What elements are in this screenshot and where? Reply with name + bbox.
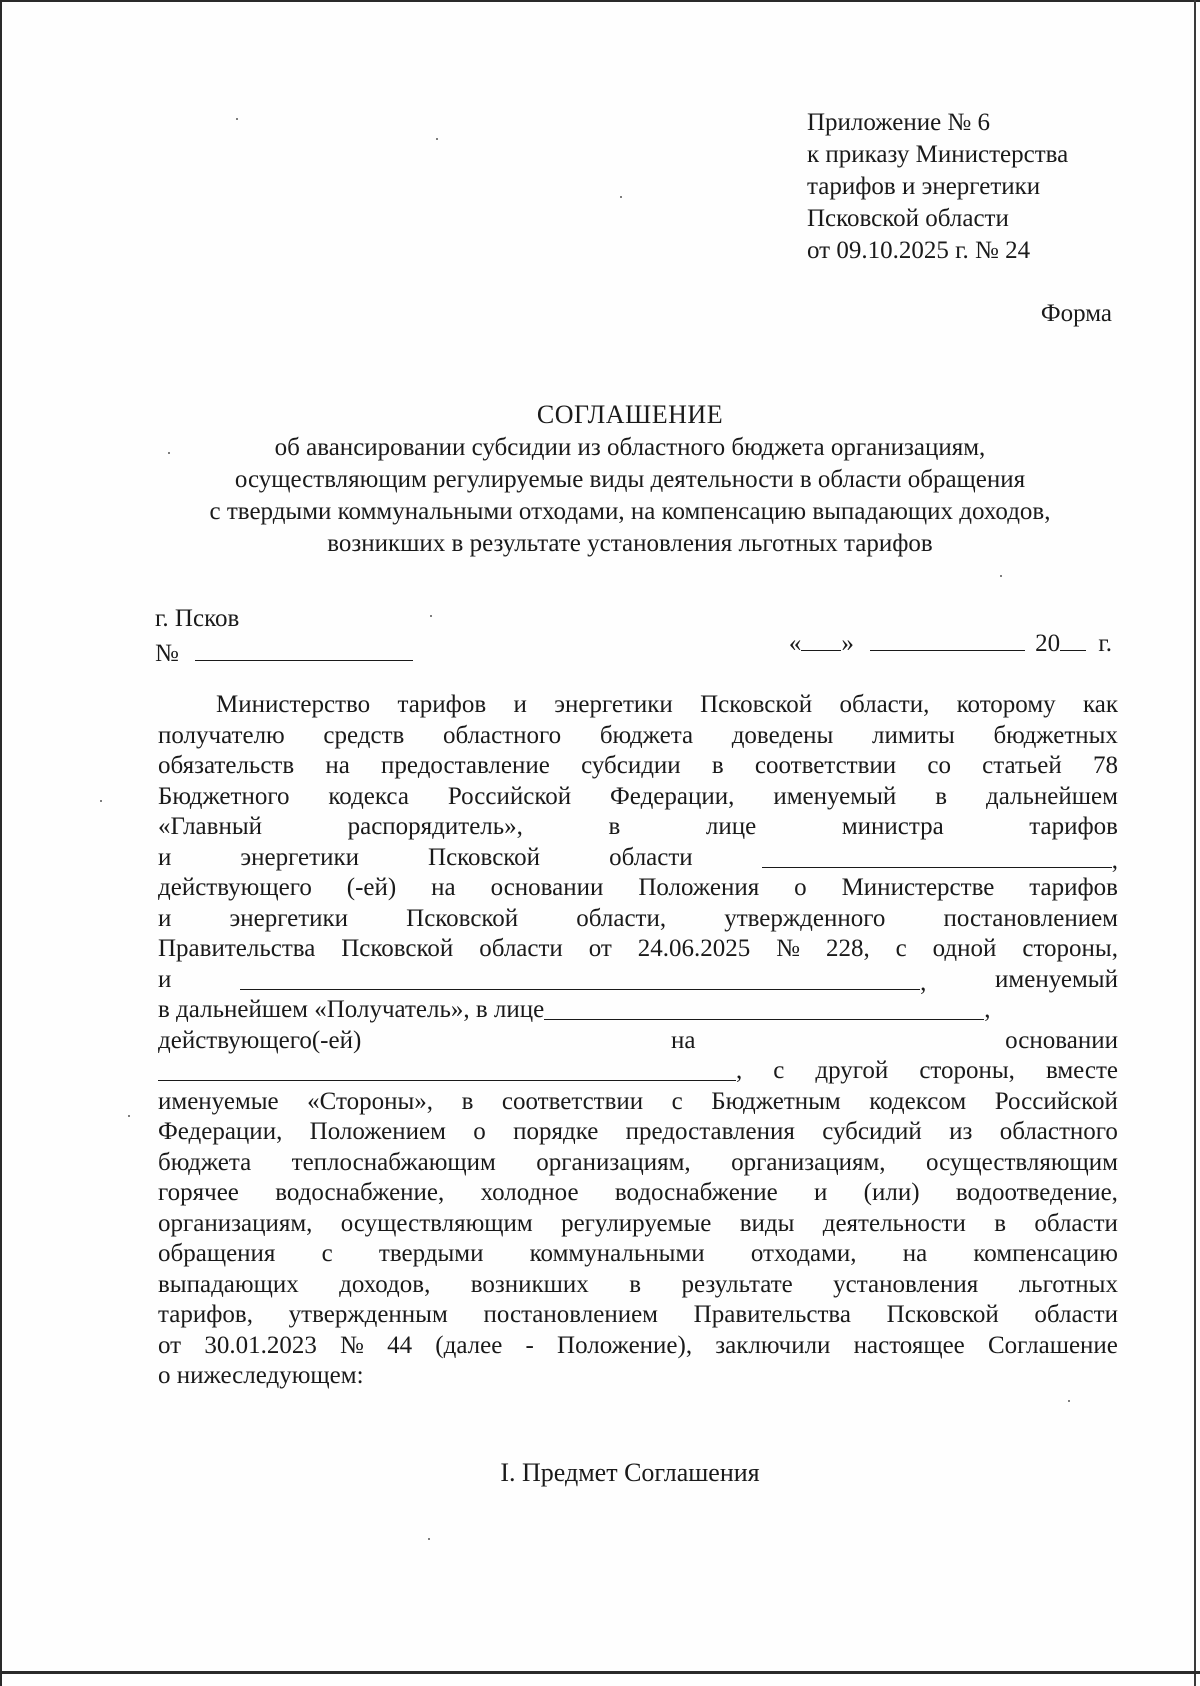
word: и [513, 691, 527, 718]
preamble-line [158, 1209, 1118, 1240]
word: бюджета [599, 721, 694, 749]
word: (или) [863, 1179, 920, 1206]
word: в [994, 1209, 1007, 1237]
scan-speck [1068, 1400, 1070, 1402]
word: от [588, 935, 612, 962]
word: организациям, [536, 1148, 691, 1176]
preamble-line [158, 1331, 1118, 1362]
scan-speck [236, 118, 238, 120]
basis-document-blank-field[interactable] [158, 1056, 736, 1081]
agreement-number [155, 638, 413, 668]
scan-speck [1000, 575, 1002, 577]
word: предоставление [381, 752, 550, 779]
word: Псковской [700, 691, 813, 718]
word: статьей [982, 752, 1062, 779]
word: настоящее [853, 1331, 965, 1359]
word: и [158, 904, 172, 932]
word: регулируемые [561, 1209, 712, 1237]
scan-edge-right [1194, 0, 1196, 1686]
word: одной [932, 935, 997, 962]
word: бюджета [158, 1148, 252, 1176]
word: отходами, [750, 1240, 857, 1267]
word: областного [442, 721, 562, 749]
word: министра [841, 813, 944, 840]
word: доведены [731, 721, 834, 749]
word: тарифов, [158, 1301, 253, 1328]
word: на [670, 1026, 696, 1054]
word: «Главный [158, 813, 263, 840]
recipient-representative-blank-field[interactable] [544, 995, 984, 1020]
word: в [935, 782, 948, 810]
word: кодексом [869, 1087, 967, 1115]
word: результате [681, 1270, 793, 1298]
word: средств [323, 721, 405, 749]
word: виды [739, 1209, 795, 1237]
word: постановлением [483, 1301, 658, 1328]
document-subtitle [150, 432, 1110, 560]
scan-speck [436, 138, 438, 140]
word: бюджетных [993, 721, 1118, 749]
word: Федерации, [158, 1118, 283, 1145]
word: от [158, 1331, 182, 1359]
word: области, [576, 904, 667, 932]
word: и [158, 843, 172, 871]
word: 228, [825, 935, 870, 962]
word: и [813, 1179, 828, 1206]
annex-block [807, 107, 1068, 267]
word: области [609, 843, 693, 871]
word: с [321, 1240, 333, 1267]
word: в [711, 752, 724, 779]
closing-text: о нижеследующем: [158, 1362, 364, 1389]
number-blank-field[interactable] [195, 638, 413, 661]
word: на [902, 1240, 928, 1267]
word: компенсацию [973, 1240, 1118, 1267]
scan-speck [430, 615, 432, 617]
word: № [340, 1331, 364, 1359]
word: водоснабжение [614, 1179, 778, 1206]
preamble-line [158, 721, 1118, 752]
comma: , [1111, 846, 1118, 874]
word: в [461, 1087, 474, 1115]
year-suffix: г. [1098, 630, 1112, 657]
preamble-line [158, 1361, 1118, 1392]
word: установления [833, 1270, 979, 1298]
word: осуществляющим [925, 1148, 1118, 1176]
word: постановлением [943, 904, 1118, 932]
annex-line: от 09.10.2025 г. № 24 [807, 237, 1031, 264]
word: Бюджетным [711, 1087, 841, 1115]
word: о [473, 1118, 486, 1145]
scan-speck [428, 1538, 430, 1540]
number-sign: № [155, 640, 179, 667]
word: Положение), [557, 1331, 693, 1359]
annex-line: тарифов и энергетики [807, 173, 1041, 200]
word: Министерство [216, 691, 371, 718]
scan-edge-left [0, 0, 2, 1686]
preamble-line [158, 995, 1118, 1026]
word: Правительства [158, 935, 316, 962]
word: с [671, 1087, 683, 1115]
form-label: Форма [1040, 300, 1112, 327]
word: Правительства [693, 1301, 851, 1328]
word: № [776, 935, 801, 962]
word: из [949, 1118, 973, 1145]
word: с [895, 935, 907, 962]
word: твердыми [378, 1240, 484, 1267]
word: водоотведение, [955, 1179, 1118, 1206]
word: Соглашение [987, 1331, 1118, 1359]
word: которому [956, 691, 1056, 718]
preamble-line [158, 965, 1118, 996]
word: Министерстве [841, 874, 995, 901]
word: действующего [158, 874, 312, 901]
preamble-line [158, 1117, 1118, 1148]
word: доходов, [339, 1270, 431, 1298]
subtitle-line: возникших в результате установления льготных тарифов [327, 530, 933, 557]
word: холодное [480, 1179, 579, 1206]
word: организациям, [158, 1209, 313, 1237]
word: теплоснабжающим [291, 1148, 496, 1176]
word: о [794, 874, 807, 901]
word: организациям, [731, 1148, 886, 1176]
year-prefix: 20 [1035, 630, 1061, 657]
word: порядке [513, 1118, 599, 1145]
year-blank-field[interactable] [1060, 628, 1086, 651]
word: 30.01.2023 [204, 1331, 317, 1359]
month-blank-field[interactable] [870, 628, 1025, 651]
word: Российской [447, 782, 572, 810]
preamble-line [158, 1056, 1118, 1087]
word: предоставления [625, 1118, 795, 1145]
word: Положением [309, 1118, 446, 1145]
word: 78 [1092, 752, 1118, 779]
word: на [431, 874, 456, 901]
agreement-preamble [158, 690, 1118, 1392]
preamble-line [158, 690, 1118, 721]
word: тарифов [1029, 874, 1118, 901]
recipient-name-blank-field[interactable] [240, 965, 920, 990]
word: соответствии [501, 1087, 644, 1115]
section-heading: I. Предмет Соглашения [500, 1458, 760, 1487]
word: кодекса [328, 782, 409, 810]
word: области [479, 935, 563, 962]
scan-edge-bottom [0, 1671, 1200, 1674]
word: - [525, 1331, 534, 1359]
minister-name-blank-field[interactable] [762, 843, 1112, 868]
date-open-quote: « [788, 630, 802, 657]
preamble-line [158, 934, 1118, 965]
word: со [927, 752, 951, 779]
word: действующего(-ей) [158, 1026, 362, 1054]
word: (-ей) [346, 874, 397, 901]
preamble-line [158, 812, 1118, 843]
word: Федерации, [610, 782, 735, 810]
word: в [608, 813, 621, 840]
word: тарифов [1029, 813, 1118, 840]
word: распорядитель», [347, 813, 523, 840]
word: дальнейшем [985, 782, 1118, 810]
word: лице [705, 813, 757, 840]
word: утвержденного [724, 904, 886, 932]
word: водоснабжение, [275, 1179, 445, 1206]
word: в [629, 1270, 642, 1298]
word: областного [999, 1118, 1118, 1145]
word: Псковской [886, 1301, 999, 1328]
subtitle-line: об авансировании субсидии из областного бюджета организациям, [274, 434, 986, 461]
preamble-line [158, 873, 1118, 904]
word: энергетики [240, 843, 359, 871]
word: обращения [158, 1240, 276, 1267]
word: и [158, 965, 172, 993]
annex-line: Приложение № 6 [807, 109, 991, 136]
other-party-text: , с другой стороны, вместе [736, 1057, 1118, 1084]
place-label: г. Псков [155, 605, 240, 632]
word: тарифов [397, 691, 487, 718]
preamble-line [158, 843, 1118, 874]
word: основании [1005, 1026, 1118, 1054]
word: возникших [470, 1270, 589, 1298]
word: соответствии [754, 752, 897, 779]
word: лимиты [872, 721, 955, 749]
word: обязательств [158, 752, 295, 779]
word: именуемый [773, 782, 897, 810]
annex-line: к приказу Министерства [807, 141, 1069, 168]
word: утвержденным [288, 1301, 448, 1328]
preamble-line [158, 751, 1118, 782]
recipient-intro-text: в дальнейшем «Получатель», в лице [158, 996, 545, 1023]
day-blank-field[interactable] [801, 628, 841, 651]
preamble-line [158, 1270, 1118, 1301]
word: выпадающих [158, 1270, 299, 1298]
scan-speck [128, 1115, 130, 1117]
preamble-line [158, 782, 1118, 813]
word: энергетики [229, 904, 349, 932]
word: энергетики [554, 691, 673, 718]
word: Российской [994, 1087, 1118, 1115]
word: области [1034, 1209, 1118, 1237]
subtitle-line: с твердыми коммунальными отходами, на компенсацию выпадающих доходов, [209, 498, 1051, 525]
word: осуществляющим [340, 1209, 533, 1237]
word: (далее [435, 1331, 503, 1359]
word: Псковской [406, 904, 519, 932]
word: субсидии [581, 752, 681, 779]
word: области [1034, 1301, 1118, 1328]
preamble-line [158, 1300, 1118, 1331]
preamble-line [158, 1026, 1118, 1057]
word: получателю [158, 721, 285, 749]
preamble-line [158, 1087, 1118, 1118]
scan-speck [100, 800, 102, 802]
preamble-line [158, 1239, 1118, 1270]
agreement-date [789, 628, 1112, 658]
word: Псковской [341, 935, 454, 962]
preamble-line [158, 1178, 1118, 1209]
word: деятельности [822, 1209, 966, 1237]
subtitle-line: осуществляющим регулируемые виды деятельности в области обращения [234, 466, 1026, 493]
word: горячее [158, 1179, 239, 1206]
date-close-quote: » [841, 630, 854, 657]
word: льготных [1018, 1270, 1118, 1298]
word: «Стороны», [307, 1087, 434, 1115]
word: Псковской [428, 843, 541, 871]
word: 44 [387, 1331, 413, 1359]
word: стороны, [1022, 935, 1118, 962]
annex-line: Псковской области [807, 205, 1009, 232]
word: Положения [638, 874, 760, 901]
word: субсидий [822, 1118, 922, 1145]
word: как [1082, 691, 1118, 718]
comma: , [920, 968, 927, 996]
word: 24.06.2025 [637, 935, 751, 962]
word: Бюджетного [158, 782, 290, 810]
word: области, [839, 691, 930, 718]
preamble-line [158, 1148, 1118, 1179]
word: на [325, 752, 350, 779]
scan-speck [620, 196, 622, 198]
scan-edge-top [0, 0, 1200, 2]
word: основании [490, 874, 604, 901]
document-title: СОГЛАШЕНИЕ [536, 400, 724, 429]
word: заключили [715, 1331, 831, 1359]
word: именуемые [158, 1087, 279, 1115]
word: коммунальными [529, 1240, 705, 1267]
word: именуемый [995, 965, 1118, 993]
preamble-line [158, 904, 1118, 935]
comma: , [984, 996, 991, 1023]
